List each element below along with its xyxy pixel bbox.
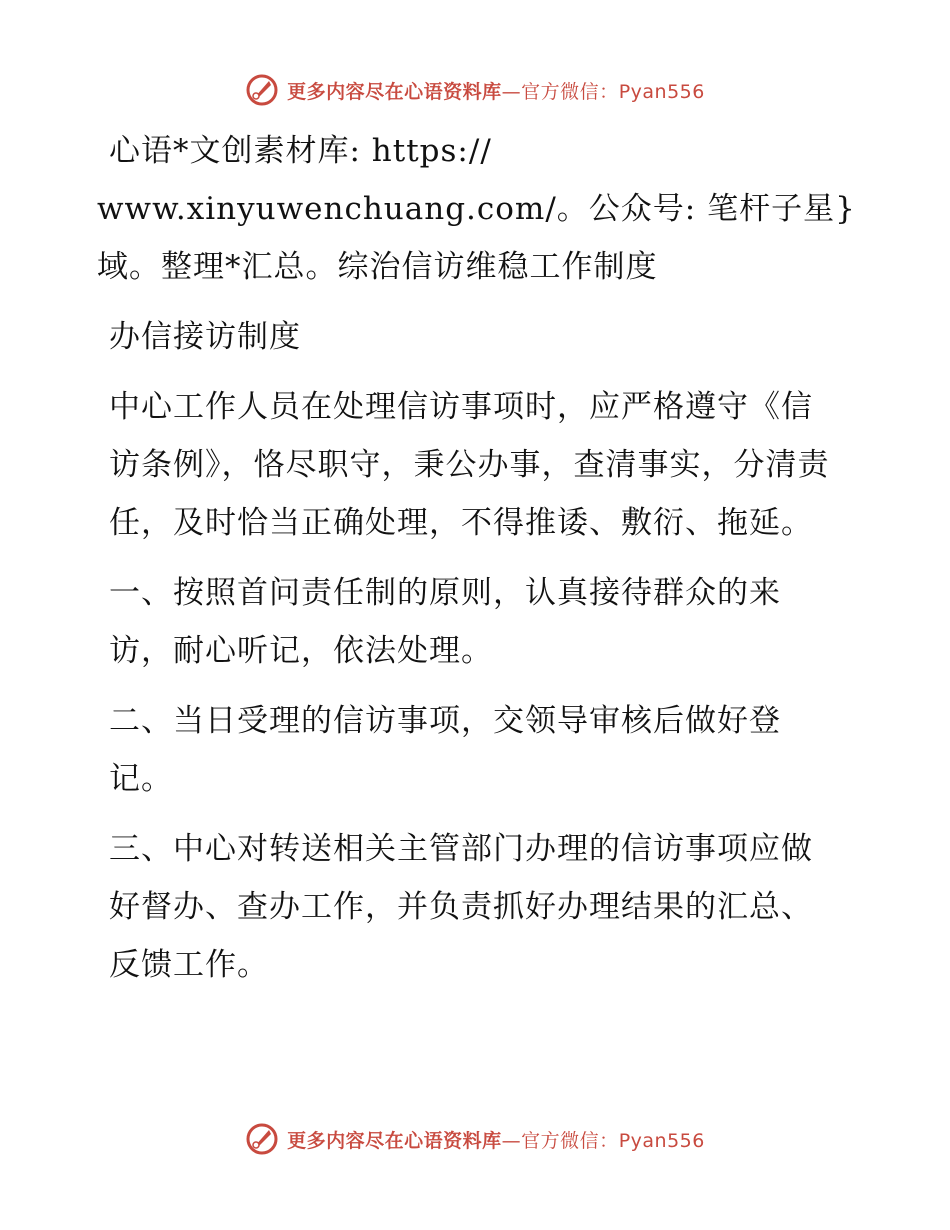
banner-wechat-id: Pyan556 xyxy=(618,1129,705,1152)
banner-wechat-label: 官方微信： xyxy=(521,80,619,103)
quill-circle-icon xyxy=(245,1122,279,1156)
document-body xyxy=(97,122,856,1006)
section-heading: 办信接访制度 xyxy=(109,319,301,355)
intro-line-3: 域。整理*汇总。综治信访维稳工作制度 xyxy=(97,249,658,285)
paragraph-1: 中心工作人员在处理信访事项时，应严格遵守《信访条例》，恪尽职守，秉公办事，查清事实，分清责任，及时恰当正确处理，不得推诿、敷衍、拖延。 xyxy=(109,389,830,541)
header-banner xyxy=(0,70,950,110)
intro-line-2: www.xinyuwenchuang.com/。公众号: 笔杆子星} xyxy=(97,191,856,227)
banner-slogan: 更多内容尽在心语资料库 xyxy=(287,1129,502,1152)
footer-banner xyxy=(0,1119,950,1159)
banner-wechat-id: Pyan556 xyxy=(618,80,705,103)
paragraph-4: 三、中心对转送相关主管部门办理的信访事项应做好督办、查办工作，并负责抓好办理结果的汇总、反馈工作。 xyxy=(109,831,813,983)
paragraph-2: 一、按照首问责任制的原则，认真接待群众的来访，耐心听记，依法处理。 xyxy=(109,575,781,669)
banner-text xyxy=(287,1126,705,1153)
quill-circle-icon xyxy=(245,73,279,107)
intro-block xyxy=(97,122,856,296)
banner-separator: — xyxy=(501,1129,522,1152)
banner-wechat-label: 官方微信： xyxy=(521,1129,619,1152)
intro-line-1: 心语*文创素材库: https:// xyxy=(109,133,492,169)
banner-slogan: 更多内容尽在心语资料库 xyxy=(287,80,502,103)
banner-separator: — xyxy=(501,80,522,103)
banner-text xyxy=(287,77,705,104)
paragraph-3: 二、当日受理的信访事项，交领导审核后做好登记。 xyxy=(109,703,781,797)
